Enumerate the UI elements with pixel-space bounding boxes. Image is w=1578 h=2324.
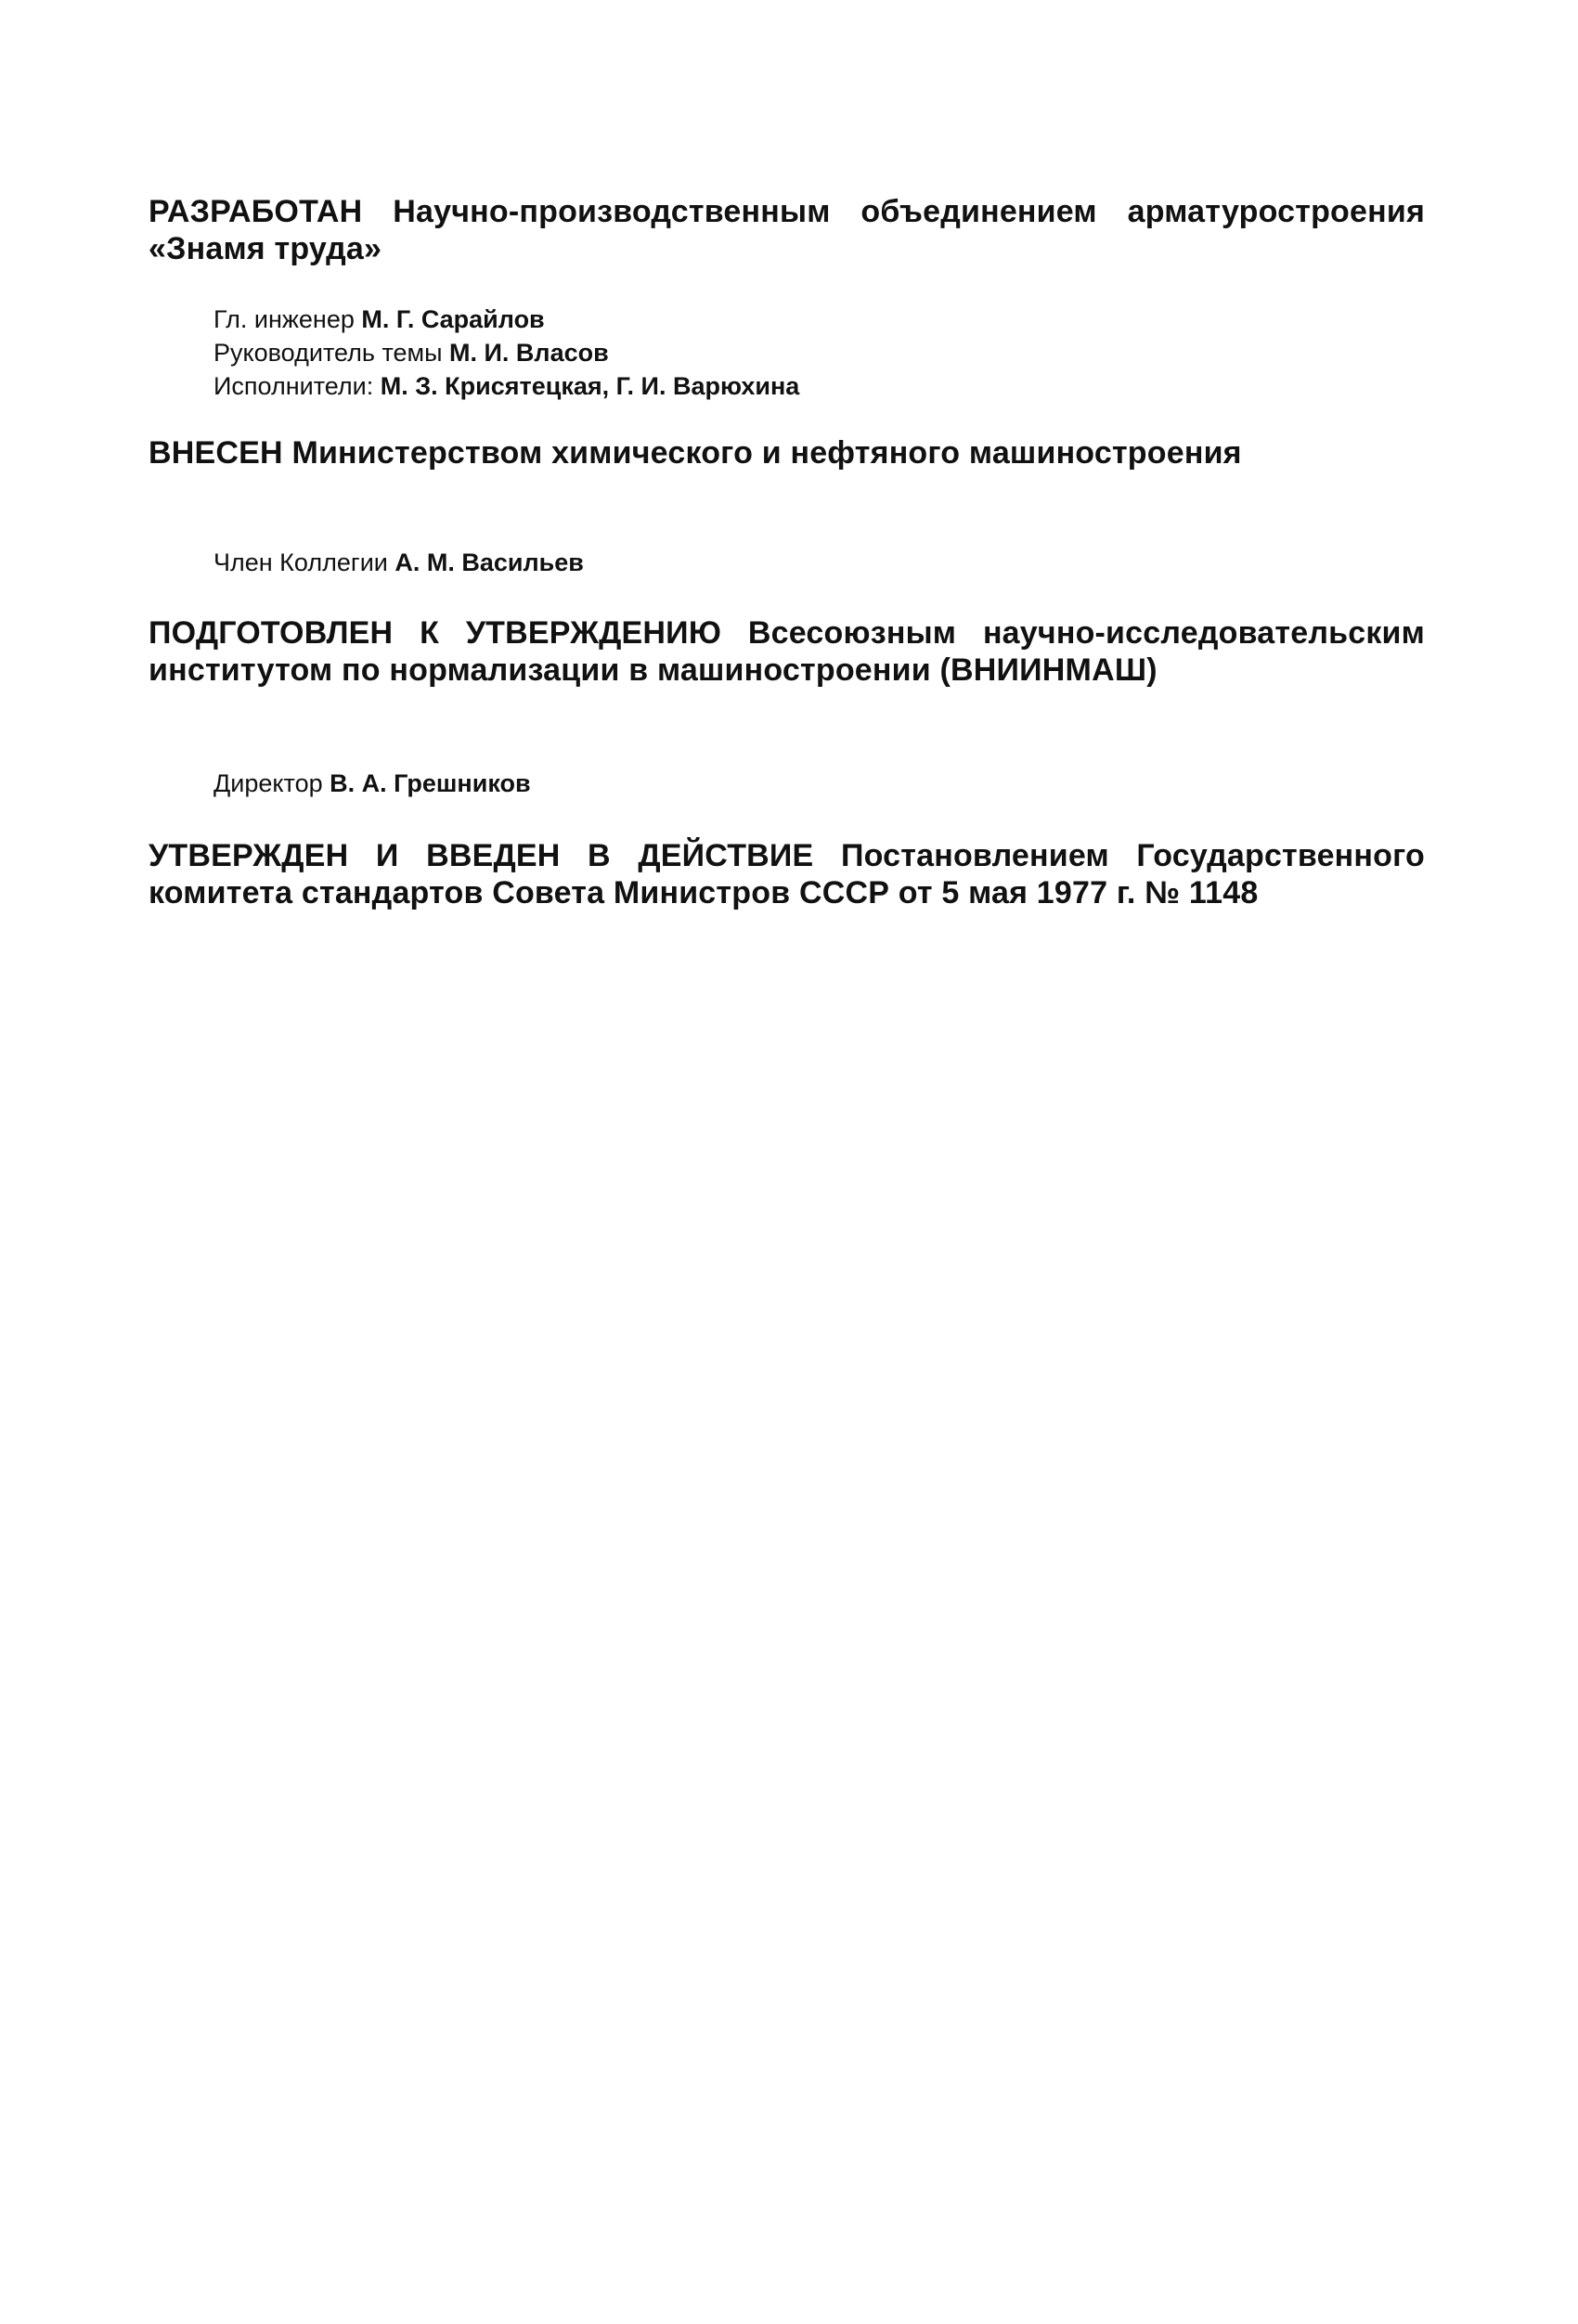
section-text: Постановлением Государственного комитета стандартов Совета Министров СССР от 5 мая 1977 г. № 1148 <box>149 838 1425 910</box>
person-line <box>213 767 1327 800</box>
person-name: М. Г. Сарайлов <box>361 305 545 333</box>
section-lead: РАЗРАБОТАН <box>149 194 363 229</box>
person-role: Исполнители: <box>213 372 374 400</box>
section-text: Научно-производственным объединением арматуростроения «Знамя труда» <box>149 194 1425 266</box>
section-developed <box>149 193 1425 267</box>
person-role: Член Коллегии <box>213 549 388 576</box>
section-lead: ВНЕСЕН <box>149 435 283 471</box>
person-line <box>213 546 1327 579</box>
person-name: М. З. Крисятецкая, Г. И. Варюхина <box>380 372 800 400</box>
person-name: М. И. Власов <box>449 339 609 367</box>
section-introduced <box>149 434 1425 471</box>
person-line <box>213 369 1327 403</box>
section-lead: УТВЕРЖДЕН И ВВЕДЕН В ДЕЙСТВИЕ <box>149 838 814 873</box>
section-approved <box>149 837 1425 911</box>
section-prepared <box>149 614 1425 689</box>
person-role: Гл. инженер <box>213 305 355 333</box>
section-text: Всесоюзным научно-исследовательским институтом по нормализации в машиностроении (ВНИИНМАШ) <box>149 615 1425 688</box>
person-name: В. А. Грешников <box>330 769 531 797</box>
developers-list <box>213 303 1327 403</box>
preparers-list <box>213 767 1327 800</box>
person-role: Директор <box>213 769 323 797</box>
person-line <box>213 336 1327 369</box>
section-text: Министерством химического и нефтяного машиностроения <box>291 435 1242 471</box>
person-name: А. М. Васильев <box>394 549 584 576</box>
section-lead: ПОДГОТОВЛЕН К УТВЕРЖДЕНИЮ <box>149 615 722 651</box>
introducers-list <box>213 546 1327 579</box>
person-role: Руководитель темы <box>213 339 443 367</box>
person-line <box>213 303 1327 336</box>
